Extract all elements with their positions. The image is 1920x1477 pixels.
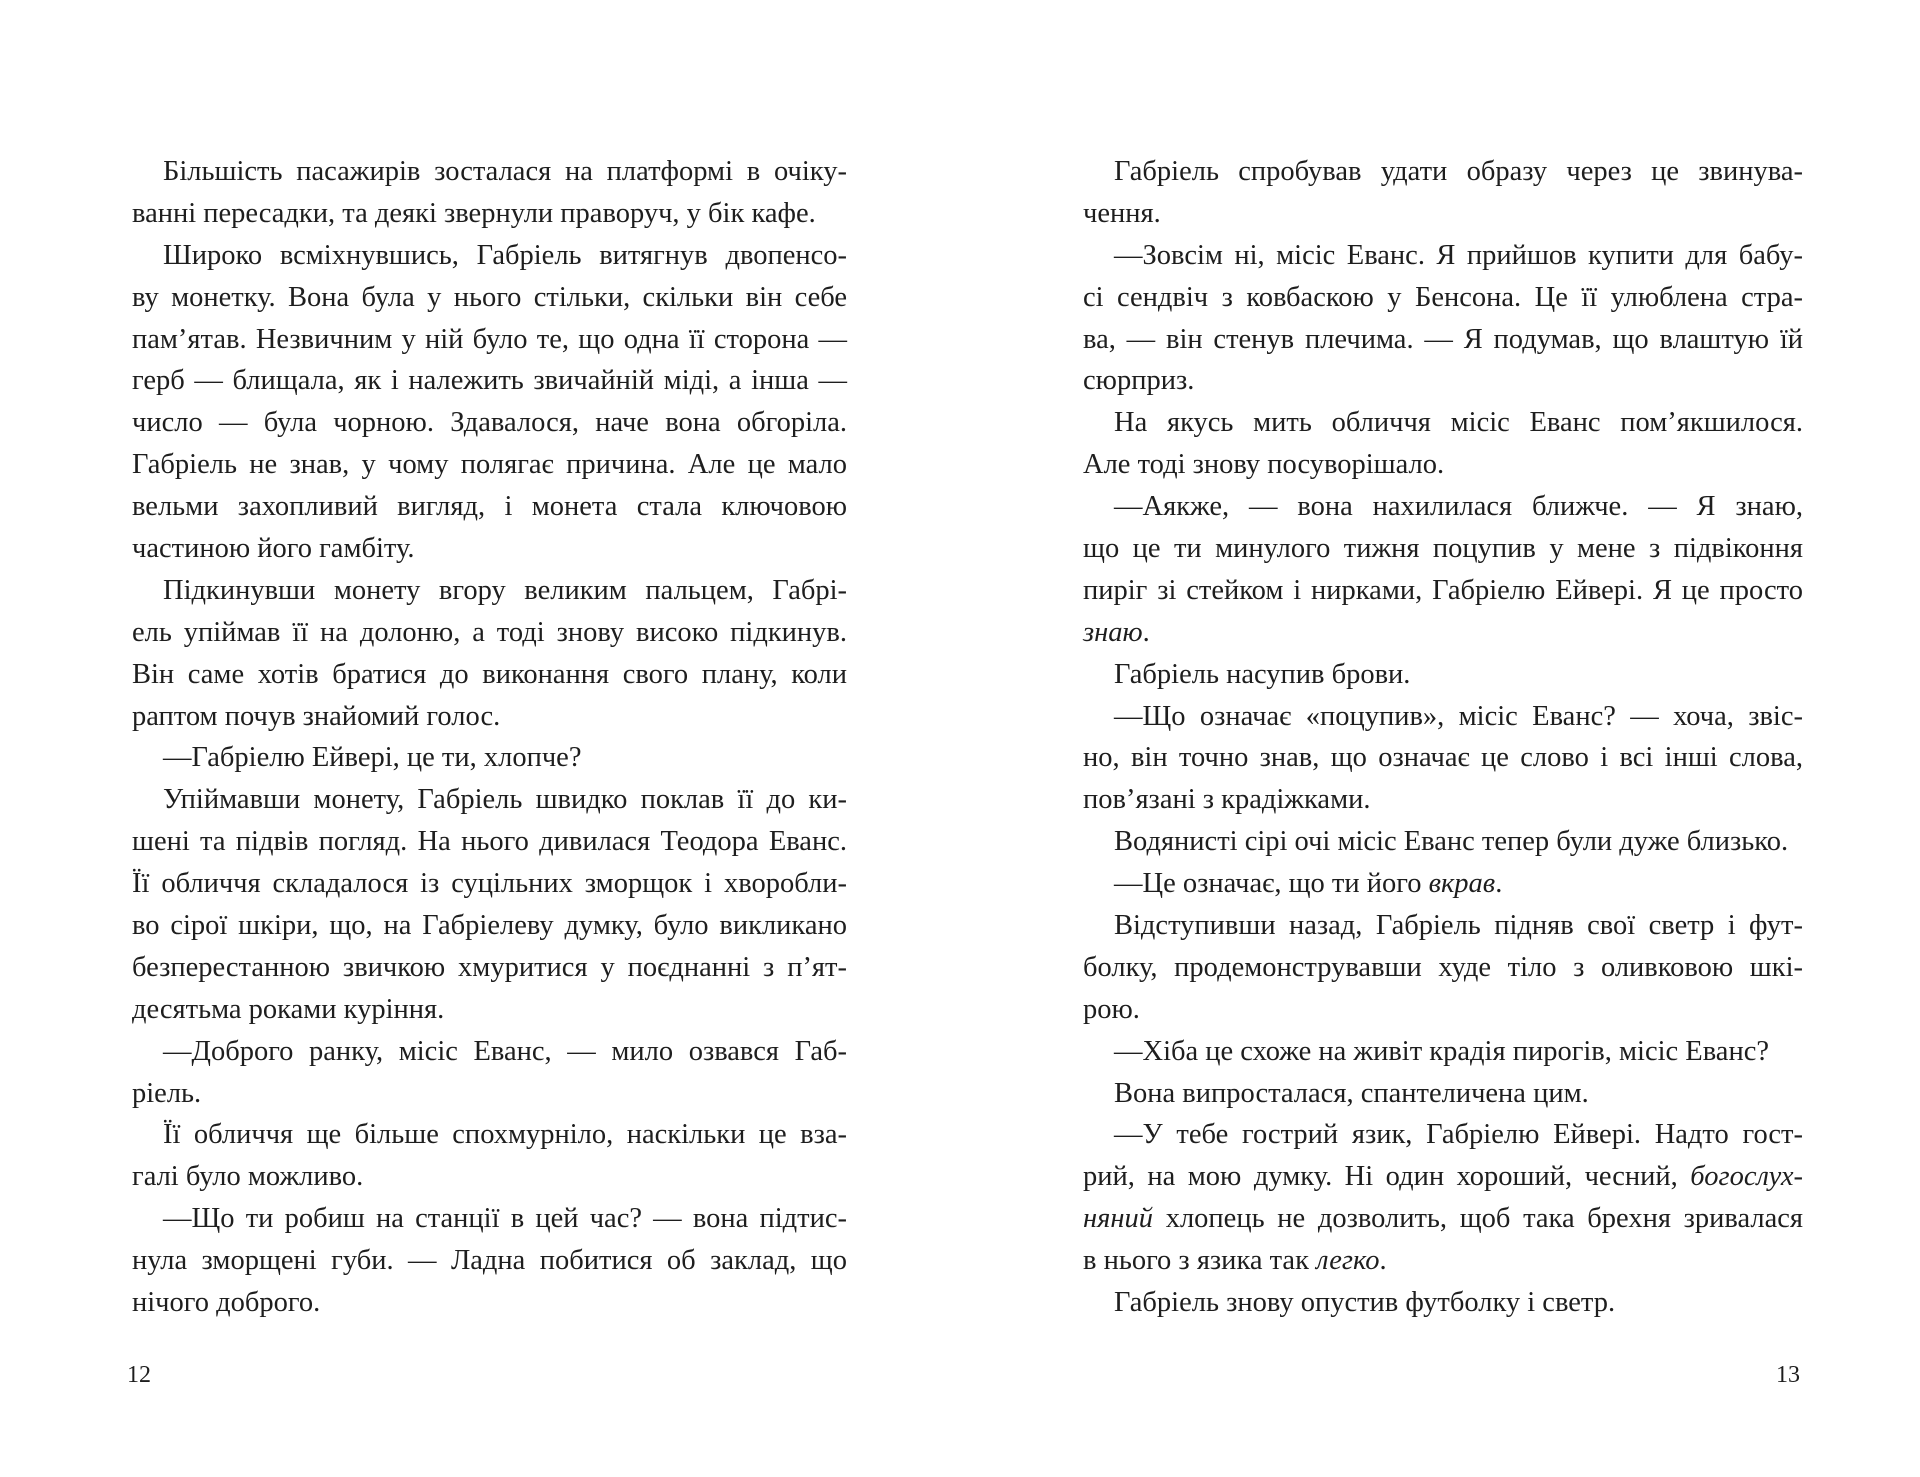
text-line (132, 277, 847, 319)
text-segment: десятьма роками куріння. (132, 993, 445, 1025)
text-line (132, 1282, 847, 1324)
text-line (1083, 1156, 1803, 1198)
text-line (1083, 193, 1803, 235)
text-line (1083, 277, 1803, 319)
text-line (132, 528, 847, 570)
text-line (1083, 319, 1803, 361)
text-line (132, 821, 847, 863)
text-line (132, 696, 847, 738)
text-line (132, 193, 847, 235)
text-segment: . (1379, 1245, 1387, 1277)
text-segment: Габріель знову опустив футболку і светр. (1114, 1287, 1616, 1319)
text-segment: —Що ти робиш на станції в цей час? — вона підтис- (163, 1203, 847, 1235)
text-segment: Підкинувши монету вгору великим пальцем, Габрі- (163, 574, 847, 606)
text-segment: ву монетку. Вона була у нього стільки, скільки він себе (132, 281, 847, 313)
text-segment: пам’ятав. Незвичним у ній було те, що одна її сторона — (132, 323, 847, 355)
text-line (132, 612, 847, 654)
text-segment: Але тоді знову посуворішало. (1083, 449, 1445, 481)
text-line (1083, 151, 1803, 193)
text-segment: безперестанною звичкою хмуритися у поєднанні з п’ят- (132, 951, 847, 983)
text-line (132, 947, 847, 989)
text-segment: —Аякже, — вона нахилилася ближче. — Я знаю, (1114, 491, 1803, 523)
text-segment: Вона випросталася, спантеличена цим. (1114, 1077, 1589, 1109)
text-line (132, 863, 847, 905)
text-segment: ва, — він стенув плечима. — Я подумав, що влаштую їй (1083, 323, 1803, 355)
text-segment: Її обличчя складалося із суцільних зморщок і хворобли- (132, 868, 847, 900)
text-line (132, 1240, 847, 1282)
text-line (1083, 612, 1803, 654)
text-line (1083, 737, 1803, 779)
text-segment: частиною його гамбіту. (132, 533, 415, 565)
page-number-left: 12 (127, 1362, 151, 1388)
text-line (132, 779, 847, 821)
left-page-text (132, 151, 847, 1324)
text-segment: рою. (1083, 993, 1140, 1025)
text-line (1083, 1031, 1803, 1073)
text-line (132, 235, 847, 277)
text-segment: Відступивши назад, Габріель підняв свої светр і фут- (1114, 910, 1803, 942)
text-line (132, 486, 847, 528)
text-segment: На якусь мить обличчя місіс Еванс пом’якшилося. (1114, 407, 1803, 439)
text-line (132, 570, 847, 612)
text-segment: Водянисті сірі очі місіс Еванс тепер були дуже близько. (1114, 826, 1789, 858)
text-segment: Він саме хотів братися до виконання свого плану, коли (132, 658, 847, 690)
text-line (132, 654, 847, 696)
text-line (132, 989, 847, 1031)
right-page-text (1083, 151, 1803, 1324)
text-segment: пиріг зі стейком і нирками, Габріелю Ейвері. Я це просто (1083, 574, 1803, 606)
text-segment: Габріель спробував удати образу через це звинува- (1114, 156, 1803, 187)
text-segment: Габріель насупив брови. (1114, 658, 1411, 690)
text-segment: нула зморщені губи. — Ладна побитися об заклад, що (132, 1245, 847, 1277)
text-line (1083, 947, 1803, 989)
text-segment: вельми захопливий вигляд, і монета стала ключовою (132, 491, 847, 523)
text-segment: галі було можливо. (132, 1161, 364, 1193)
text-segment: рий, на мою думку. Ні один хороший, чесний, (1083, 1161, 1691, 1193)
text-line (132, 1073, 847, 1115)
text-segment: . (1142, 616, 1150, 648)
text-segment: —Габріелю Ейвері, це ти, хлопче? (163, 742, 582, 774)
text-segment: ріель. (132, 1077, 202, 1109)
text-segment: раптом почув знайомий голос. (132, 700, 501, 732)
text-segment: сюрприз. (1083, 365, 1195, 397)
text-segment: ванні пересадки, та деякі звернули праворуч, у бік кафе. (132, 197, 816, 229)
text-segment: . (1495, 868, 1503, 900)
text-segment: Більшість пасажирів зосталася на платформі в очіку- (163, 156, 847, 187)
text-segment: Широко всміхнувшись, Габріель витягнув двопенсо- (163, 239, 847, 271)
text-segment: чення. (1083, 197, 1161, 229)
text-line (1083, 570, 1803, 612)
text-line (132, 402, 847, 444)
text-segment: що це ти минулого тижня поцупив у мене з підвіконня (1083, 533, 1803, 565)
text-segment: —Що означає «поцупив», місіс Еванс? — хоча, звіс- (1114, 700, 1803, 732)
text-line (1083, 654, 1803, 696)
text-segment: —Це означає, що ти його (1114, 868, 1429, 900)
text-line (1083, 989, 1803, 1031)
text-line (132, 360, 847, 402)
italic-text: вкрав (1428, 868, 1496, 900)
text-segment: нічого доброго. (132, 1287, 321, 1319)
italic-text: знаю (1083, 616, 1143, 648)
text-segment: но, він точно знав, що означає це слово і всі інші слова, (1083, 742, 1803, 774)
text-line (132, 737, 847, 779)
text-segment: сі сендвіч з ковбаскою у Бенсона. Це її улюблена стра- (1083, 281, 1803, 313)
text-line (132, 1114, 847, 1156)
text-line (1083, 779, 1803, 821)
text-segment: —Хіба це схоже на живіт крадія пирогів, місіс Еванс? (1114, 1035, 1769, 1067)
text-line (1083, 1073, 1803, 1115)
text-segment: пов’язані з крадіжками. (1083, 784, 1371, 816)
text-segment: —Зовсім ні, місіс Еванс. Я прийшов купити для бабу- (1114, 239, 1803, 271)
text-segment: во сірої шкіри, що, на Габріелеву думку, було викликано (132, 910, 847, 942)
text-segment: —Доброго ранку, місіс Еванс, — мило озвався Габ- (163, 1035, 847, 1067)
text-segment: Габріель не знав, у чому полягає причина. Але це мало (132, 449, 847, 481)
text-line (1083, 821, 1803, 863)
text-segment: число — була чорною. Здавалося, наче вона обгоріла. (132, 407, 847, 439)
text-segment: Упіймавши монету, Габріель швидко поклав її до ки- (163, 784, 847, 816)
text-line (1083, 1282, 1803, 1324)
text-line (1083, 696, 1803, 738)
text-line (1083, 528, 1803, 570)
italic-text: няний (1083, 1203, 1154, 1235)
text-line (132, 444, 847, 486)
text-line (1083, 360, 1803, 402)
text-line (1083, 486, 1803, 528)
text-line (132, 319, 847, 361)
text-line (1083, 1198, 1803, 1240)
text-line (1083, 863, 1803, 905)
text-line (132, 1198, 847, 1240)
text-segment: ель упіймав її на долоню, а тоді знову високо підкинув. (132, 616, 847, 648)
text-line (1083, 235, 1803, 277)
text-segment: шені та підвів погляд. На нього дивилася Теодора Еванс. (132, 826, 847, 858)
text-line (132, 1031, 847, 1073)
text-segment: хлопець не дозволить, щоб така брехня зривалася (1153, 1203, 1803, 1235)
italic-text: богослух- (1690, 1161, 1803, 1193)
text-line (1083, 1240, 1803, 1282)
text-line (132, 905, 847, 947)
text-line (132, 151, 847, 193)
text-line (1083, 1114, 1803, 1156)
text-segment: Її обличчя ще більше спохмурніло, наскільки це вза- (163, 1119, 847, 1151)
italic-text: легко (1316, 1245, 1380, 1277)
text-line (1083, 444, 1803, 486)
text-line (132, 1156, 847, 1198)
text-segment: болку, продемонструвавши худе тіло з оливковою шкі- (1083, 951, 1803, 983)
text-segment: герб — блищала, як і належить звичайній міді, а інша — (132, 365, 847, 397)
text-segment: —У тебе гострий язик, Габріелю Ейвері. Надто гост- (1114, 1119, 1803, 1151)
text-segment: в нього з язика так (1083, 1245, 1317, 1277)
text-line (1083, 905, 1803, 947)
text-line (1083, 402, 1803, 444)
page-number-right: 13 (1776, 1362, 1800, 1388)
